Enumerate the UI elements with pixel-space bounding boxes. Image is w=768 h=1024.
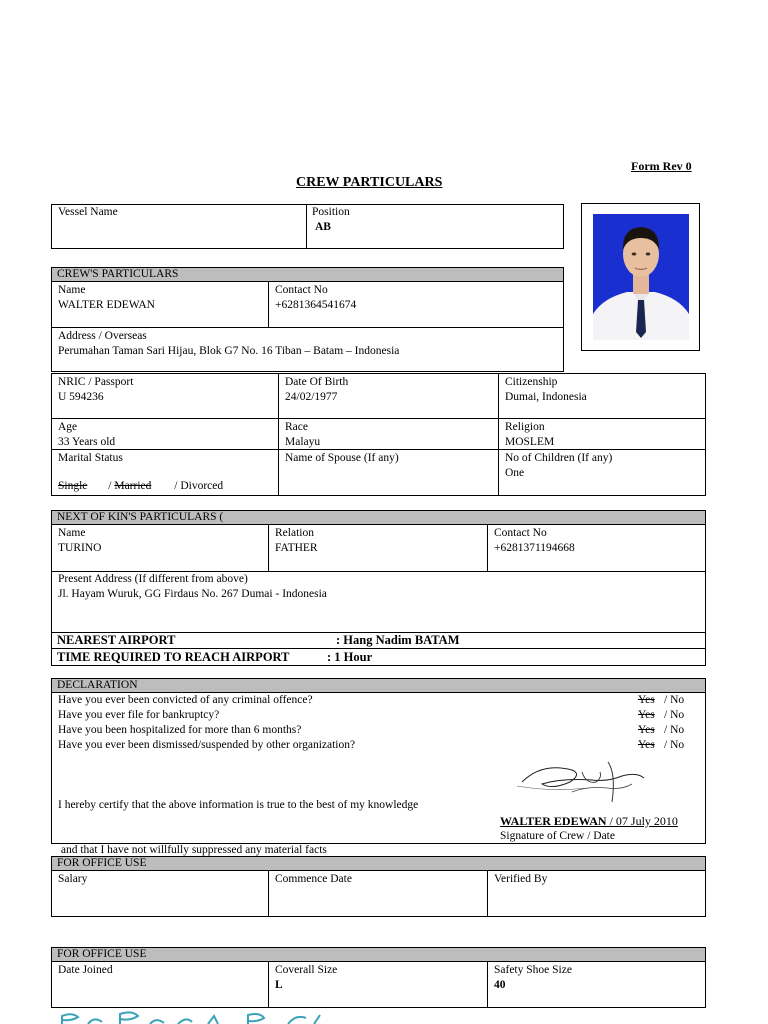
dob-label: Date Of Birth — [285, 376, 349, 388]
date-joined-label: Date Joined — [58, 964, 113, 976]
crew-address-value: Perumahan Taman Sari Hijau, Blok G7 No. 16 Tiban – Batam – Indonesia — [58, 345, 400, 357]
children-cell — [500, 450, 704, 482]
crew-address-label: Address / Overseas — [58, 330, 147, 342]
kin-address-value: Jl. Hayam Wuruk, GG Firdaus No. 267 Dumai - Indonesia — [58, 588, 327, 600]
kin-name-cell — [53, 525, 265, 557]
age-label: Age — [58, 421, 78, 433]
answer-no: / No — [664, 739, 685, 751]
signatory-name: WALTER EDEWAN — [500, 814, 607, 828]
certification-line-2: and that I have not willfully suppressed any material facts — [58, 844, 327, 856]
religion-value: MOSLEM — [505, 436, 555, 448]
race-cell — [280, 419, 495, 451]
crew-name-cell — [53, 282, 265, 314]
answer-no: / No — [664, 724, 685, 736]
children-label: No of Children (If any) — [505, 452, 613, 464]
kin-relation-label: Relation — [275, 527, 314, 539]
crew-address-cell — [53, 328, 558, 360]
spouse-label: Name of Spouse (If any) — [285, 452, 399, 464]
signature-date: / 07 July 2010 — [606, 814, 678, 828]
marital-married: Married — [114, 480, 152, 492]
question-text: Have you ever been convicted of any criminal offence? — [58, 694, 313, 706]
certification-line-1: I hereby certify that the above information is true to the best of my knowledge — [58, 799, 419, 811]
crew-contact-label: Contact No — [275, 284, 328, 296]
kin-header: NEXT OF KIN'S PARTICULARS ( — [51, 510, 706, 525]
nric-cell — [53, 374, 275, 406]
position-cell — [307, 204, 562, 236]
salary-label: Salary — [58, 873, 88, 885]
kin-contact-value: +6281371194668 — [494, 542, 575, 554]
kin-contact-cell — [489, 525, 703, 557]
citizenship-cell — [500, 374, 704, 406]
signature-caption: Signature of Crew / Date — [500, 830, 615, 842]
marital-divorced: / Divorced — [174, 480, 224, 492]
position-label: Position — [312, 206, 350, 218]
declaration-questions — [58, 693, 698, 753]
vessel-name-cell — [53, 204, 303, 221]
declaration-question-row — [58, 723, 698, 738]
bottom-watermark — [58, 1010, 338, 1024]
coverall-value: L — [275, 979, 283, 991]
commence-date-label: Commence Date — [275, 873, 352, 885]
religion-label: Religion — [505, 421, 545, 433]
race-value: Malayu — [285, 436, 321, 448]
marital-single: Single — [58, 480, 88, 492]
question-text: Have you ever file for bankruptcy? — [58, 709, 220, 721]
marital-options — [58, 480, 223, 492]
dob-cell — [280, 374, 495, 406]
shoe-size-label: Safety Shoe Size — [494, 964, 572, 976]
signature-line — [500, 814, 678, 829]
marital-separator: / — [108, 480, 112, 492]
crew-contact-cell — [270, 282, 560, 314]
age-cell — [53, 419, 275, 451]
declaration-question-row — [58, 708, 698, 723]
nearest-airport-label: NEAREST AIRPORT — [57, 633, 176, 647]
race-label: Race — [285, 421, 308, 433]
shoe-size-value: 40 — [494, 979, 506, 991]
question-text: Have you been hospitalized for more than 6 months? — [58, 724, 302, 736]
coverall-cell — [270, 962, 484, 994]
form-revision: Form Rev 0 — [631, 159, 692, 173]
coverall-label: Coverall Size — [275, 964, 338, 976]
declaration-question-row — [58, 738, 698, 753]
kin-relation-value: FATHER — [275, 542, 318, 554]
question-text: Have you ever been dismissed/suspended by other organization? — [58, 739, 356, 751]
declaration-header: DECLARATION — [51, 678, 706, 693]
declaration-question-row — [58, 693, 698, 708]
kin-relation-cell — [270, 525, 484, 557]
answer-no: / No — [664, 709, 685, 721]
time-to-airport-value: : 1 Hour — [327, 650, 373, 664]
kin-address-label: Present Address (If different from above) — [58, 573, 248, 585]
dob-value: 24/02/1977 — [285, 391, 338, 403]
crew-signature — [512, 752, 652, 808]
citizenship-label: Citizenship — [505, 376, 558, 388]
office-use-header-2: FOR OFFICE USE — [51, 947, 706, 962]
answer-yes: Yes — [638, 724, 655, 736]
time-to-airport-label: TIME REQUIRED TO REACH AIRPORT — [57, 650, 290, 664]
citizenship-value: Dumai, Indonesia — [505, 391, 587, 403]
verified-by-label: Verified By — [494, 873, 548, 885]
page-title: CREW PARTICULARS — [296, 175, 443, 190]
answer-yes: Yes — [638, 709, 655, 721]
nric-label: NRIC / Passport — [58, 376, 134, 388]
children-value: One — [505, 467, 525, 479]
kin-name-value: TURINO — [58, 542, 102, 554]
kin-contact-label: Contact No — [494, 527, 547, 539]
nric-value: U 594236 — [58, 391, 104, 403]
shoe-size-cell — [489, 962, 703, 994]
answer-no: / No — [664, 694, 685, 706]
age-value: 33 Years old — [58, 436, 116, 448]
office-use-header-1: FOR OFFICE USE — [51, 856, 706, 871]
position-value: AB — [315, 221, 331, 233]
kin-address-cell — [53, 571, 703, 603]
answer-yes: Yes — [638, 694, 655, 706]
crew-photo — [593, 214, 689, 340]
vessel-name-label: Vessel Name — [58, 206, 118, 218]
crew-particulars-header: CREW'S PARTICULARS — [51, 267, 564, 282]
marital-status-label: Marital Status — [58, 452, 123, 464]
nearest-airport-value: : Hang Nadim BATAM — [336, 633, 460, 647]
crew-name-value: WALTER EDEWAN — [58, 299, 155, 311]
religion-cell — [500, 419, 704, 451]
crew-name-label: Name — [58, 284, 86, 296]
kin-name-label: Name — [58, 527, 86, 539]
answer-yes: Yes — [638, 739, 655, 751]
crew-contact-value: +6281364541674 — [275, 299, 357, 311]
